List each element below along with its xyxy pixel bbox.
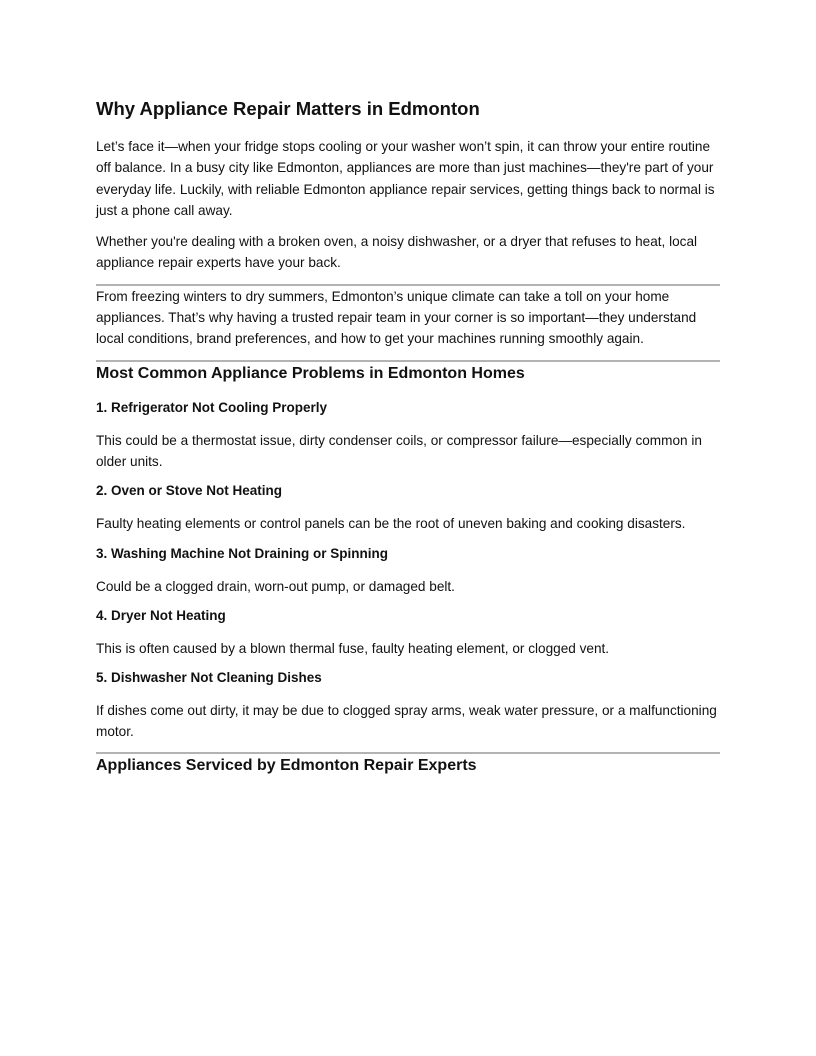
problem-description: This is often caused by a blown thermal fuse, faulty heating element, or clogged vent. xyxy=(96,640,610,656)
section-heading-appliances-serviced: Appliances Serviced by Edmonton Repair Experts xyxy=(96,756,477,774)
problem-description: Faulty heating elements or control panels can be the root of uneven baking and cooking disasters. xyxy=(96,516,686,532)
section-heading-common-problems: Most Common Appliance Problems in Edmonton Homes xyxy=(96,364,525,382)
problem-description: Could be a clogged drain, worn-out pump, or damaged belt. xyxy=(96,578,455,594)
document-page xyxy=(96,96,720,790)
problem-heading: 3. Washing Machine Not Draining or Spinning xyxy=(96,545,389,561)
climate-paragraph: From freezing winters to dry summers, Edmonton’s unique climate can take a toll on your home appliances. That’s why having a trusted repair team in your corner is so important—they understand local conditions, brand preferences, and how to get your machines running smoothly again. xyxy=(96,288,697,347)
problem-description: This could be a thermostat issue, dirty condenser coils, or compressor failure—especially common in older units. xyxy=(96,432,702,469)
problem-heading: 2. Oven or Stove Not Heating xyxy=(96,483,283,499)
intro-paragraph: Whether you're dealing with a broken oven, a noisy dishwasher, or a dryer that refuses to heat, local appliance repair experts have your back. xyxy=(96,234,698,271)
problem-heading: 5. Dishwasher Not Cleaning Dishes xyxy=(96,670,322,686)
problem-heading: 1. Refrigerator Not Cooling Properly xyxy=(96,399,328,415)
problem-heading: 4. Dryer Not Heating xyxy=(96,607,226,623)
page-title: Why Appliance Repair Matters in Edmonton xyxy=(96,98,480,119)
problem-description: If dishes come out dirty, it may be due to clogged spray arms, weak water pressure, or a malfunctioning motor. xyxy=(96,703,717,740)
intro-paragraph: Let’s face it—when your fridge stops cooling or your washer won’t spin, it can throw your entire routine off balance. In a busy city like Edmonton, appliances are more than just machines—they're part of your everyday life. Luckily, with reliable Edmonton appliance repair services, getting things back to normal is just a phone call away. xyxy=(96,139,715,218)
